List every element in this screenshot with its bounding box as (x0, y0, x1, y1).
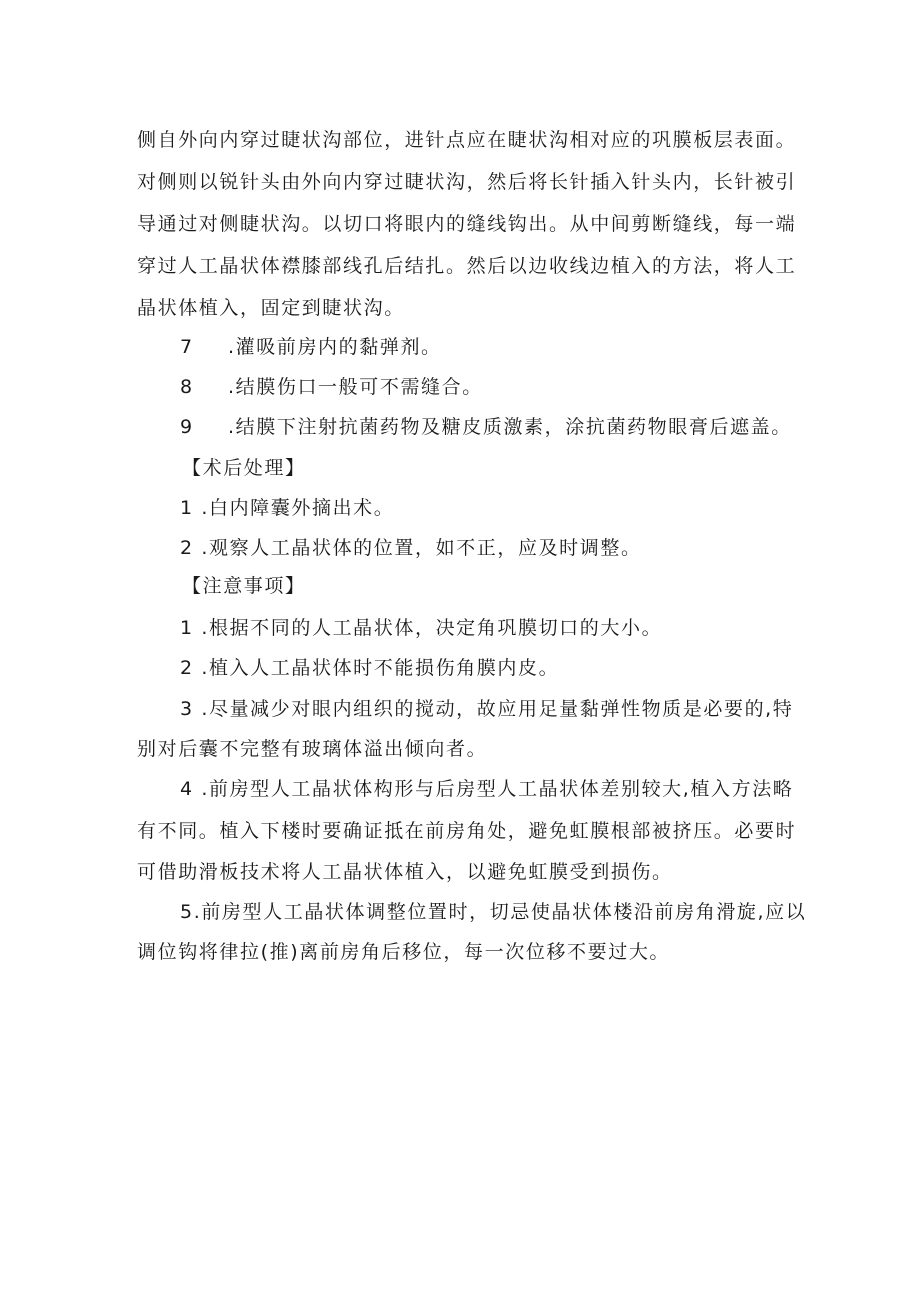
postop-heading: 【术后处理】 (182, 457, 306, 479)
intro-line-3: 导通过对侧睫状沟。以切口将眼内的缝线钩出。从中间剪断缝线，每一端 (137, 213, 797, 235)
step-number: 7 (180, 336, 194, 358)
note-item-4-cont-2: 可借助滑板技术将人工晶状体植入，以避免虹膜受到损伤。 (137, 861, 673, 883)
postop-item-2: 2 .观察人工晶状体的位置，如不正，应及时调整。 (180, 537, 642, 559)
note-item-5-cont: 调位钩将律拉(推)离前房角后移位，每一次位移不要过大。 (137, 941, 671, 963)
notes-heading: 【注意事项】 (182, 575, 306, 597)
note-item-5: 5.前房型人工晶状体调整位置时，切忌使晶状体楼沿前房角滑旋,应以 (180, 901, 807, 923)
note-item-3: 3 .尽量减少对眼内组织的搅动，故应用足量黏弹性物质是必要的,特 (180, 698, 794, 720)
step-number: 8 (180, 376, 194, 398)
step-number: 9 (180, 416, 194, 438)
step-text: .结膜下注射抗菌药物及糖皮质激素，涂抗菌药物眼膏后遮盖。 (228, 416, 792, 438)
intro-line-5: 晶状体植入，固定到睫状沟。 (137, 297, 405, 319)
note-item-3-cont: 别对后囊不完整有玻璃体溢出倾向者。 (137, 738, 488, 760)
step-text: .灌吸前房内的黏弹剂。 (228, 336, 442, 358)
note-item-4-cont: 有不同。植入下楼时要确证抵在前房角处，避免虹膜根部被挤压。必要时 (137, 820, 797, 842)
note-item-1: 1 .根据不同的人工晶状体，决定角巩膜切口的大小。 (180, 617, 663, 639)
note-item-4: 4 .前房型人工晶状体构形与后房型人工晶状体差别较大,植入方法略 (180, 778, 794, 800)
note-item-2: 2 .植入人工晶状体时不能损伤角膜内皮。 (180, 657, 560, 679)
step-text: .结膜伤口一般可不需缝合。 (228, 376, 483, 398)
step-9 (180, 414, 792, 440)
step-7 (180, 334, 442, 360)
intro-line-4: 穿过人工晶状体襟膝部线孔后结扎。然后以边收线边植入的方法，将人工 (137, 255, 797, 277)
intro-line-2: 对侧则以锐针头由外向内穿过睫状沟，然后将长针插入针头内，长针被引 (137, 171, 797, 193)
intro-line-1: 侧自外向内穿过睫状沟部位，进针点应在睫状沟相对应的巩膜板层表面。 (137, 129, 797, 151)
postop-item-1: 1 .白内障囊外摘出术。 (180, 497, 395, 519)
step-8 (180, 374, 483, 400)
